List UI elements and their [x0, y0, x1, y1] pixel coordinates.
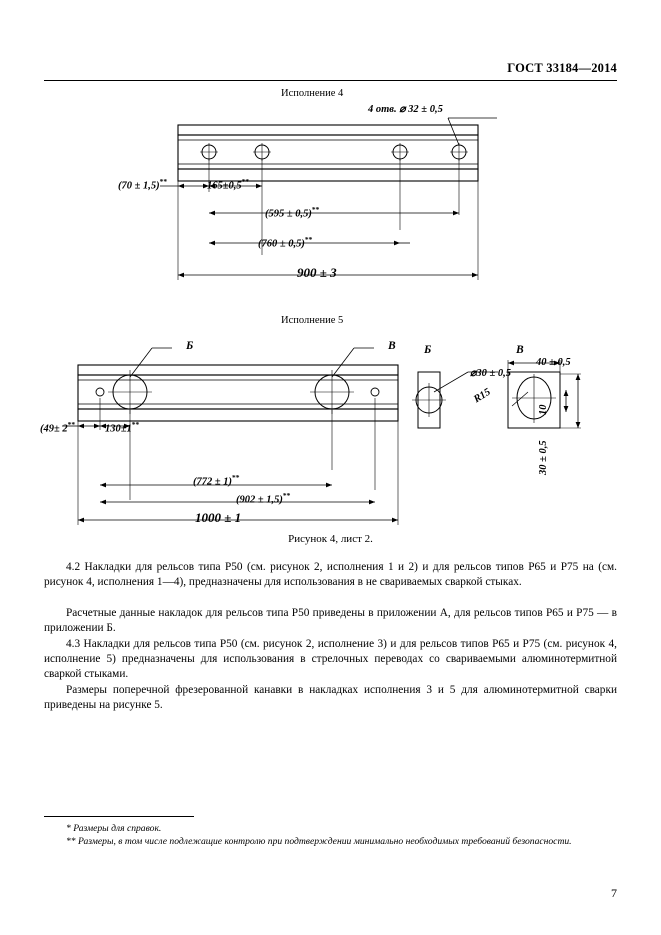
variant5-dim-772-sup: **: [232, 473, 240, 482]
variant5-dim-49-sup: **: [67, 420, 76, 429]
variant5-dim-1000: 1000 ± 1: [195, 510, 242, 525]
variant5-title: Исполнение 5: [281, 315, 344, 326]
variant5-dim-772-value: (772 ± 1): [193, 476, 233, 488]
variant5-dim-902: [236, 491, 290, 506]
footnote-rule: [44, 816, 194, 817]
paragraph-text: Расчетные данные накладок для рельсов типа Р50 приведены в приложении А, для рельсов типов Р65 и Р75 — в приложении Б.: [44, 607, 617, 635]
paragraph-text: Размеры поперечной фрезерованной канавки в накладках исполнения 3 и 5 для алюминотермитной сварки приведены на рисунке 5.: [44, 684, 617, 712]
detail-v-dim-30: 30 ± 0,5: [538, 440, 549, 475]
variant4-dim-70: [118, 177, 167, 192]
footnote-1: * Размеры для справок.: [66, 823, 162, 834]
variant4-dim-900: 900 ± 3: [297, 265, 337, 280]
variant5-dim-130: [105, 420, 139, 435]
footnote-2: ** Размеры, в том числе подлежащие контролю при подтверждении минимально необходимых требований безопасности.: [66, 836, 572, 848]
body-paragraph-calc: [44, 606, 617, 636]
figure-caption: Рисунок 4, лист 2.: [288, 533, 373, 545]
detail-v-dim-r15: R15: [472, 386, 493, 406]
detail-v-dim-40: 40 ± 0,5: [536, 357, 571, 368]
variant5-callout-b: Б: [186, 340, 194, 352]
variant4-dim-760-value: (760 ± 0,5): [258, 238, 305, 250]
footnotes: [44, 822, 617, 849]
variant4-dim-760: [258, 235, 312, 250]
variant5-dim-130-value: 130±1: [105, 423, 132, 435]
page-number: 7: [611, 886, 617, 900]
variant5-dim-49: [40, 420, 75, 435]
variant4-dim-595-value: (595 ± 0,5): [265, 208, 312, 220]
variant5-callout-v: В: [388, 340, 396, 352]
variant4-dim-760-sup: **: [304, 235, 313, 244]
variant5-dim-772: [193, 473, 240, 488]
variant5-dim-49-value: (49± 2: [40, 423, 68, 435]
detail-v-label: В: [516, 344, 524, 356]
body-paragraph-groove: [44, 683, 617, 713]
detail-v-dim-10: 10: [538, 404, 549, 415]
standard-designation: ГОСТ 33184—2014: [507, 61, 617, 75]
variant4-dim-595: [265, 205, 319, 220]
body-paragraph-4-2: [44, 560, 617, 590]
variant4-dim-165-value: 165±0,5: [207, 180, 242, 192]
detail-b-label: Б: [424, 344, 432, 356]
header-rule: [44, 80, 617, 81]
variant4-dim-70-sup: **: [159, 177, 168, 186]
variant4-dim-165-sup: **: [241, 177, 250, 186]
variant4-dim-165: [207, 177, 249, 192]
paragraph-text: 4.2 Накладки для рельсов типа Р50 (см. рисунок 2, исполнения 1 и 2) и для рельсов типов Р65 и Р75 на (см. рисунок 4, исполнения 1—4), предназначены для использования в не свариваемых сваркой стыках.: [44, 561, 617, 589]
variant5-dim-902-sup: **: [282, 491, 291, 500]
variant4-dim-70-value: (70 ± 1,5): [118, 180, 160, 192]
body-paragraph-4-3: [44, 637, 617, 683]
variant5-dim-902-value: (902 ± 1,5): [236, 494, 283, 506]
detail-b-dim: ⌀30 ± 0,5: [470, 368, 511, 379]
variant5-dim-130-sup: **: [131, 420, 140, 429]
variant4-dim-595-sup: **: [311, 205, 320, 214]
variant4-hole-note: 4 отв. ⌀ 32 ± 0,5: [368, 104, 443, 115]
variant4-title: Исполнение 4: [281, 88, 344, 99]
paragraph-text: 4.3 Накладки для рельсов типа Р50 (см. рисунок 2, исполнение 3) и для рельсов типов Р65 и Р75 (см. рисунок 4, исполнение 5) предназначены для использования в стрелочных переводах со свариваемыми алюминотермитной сваркой стыками.: [44, 638, 617, 681]
